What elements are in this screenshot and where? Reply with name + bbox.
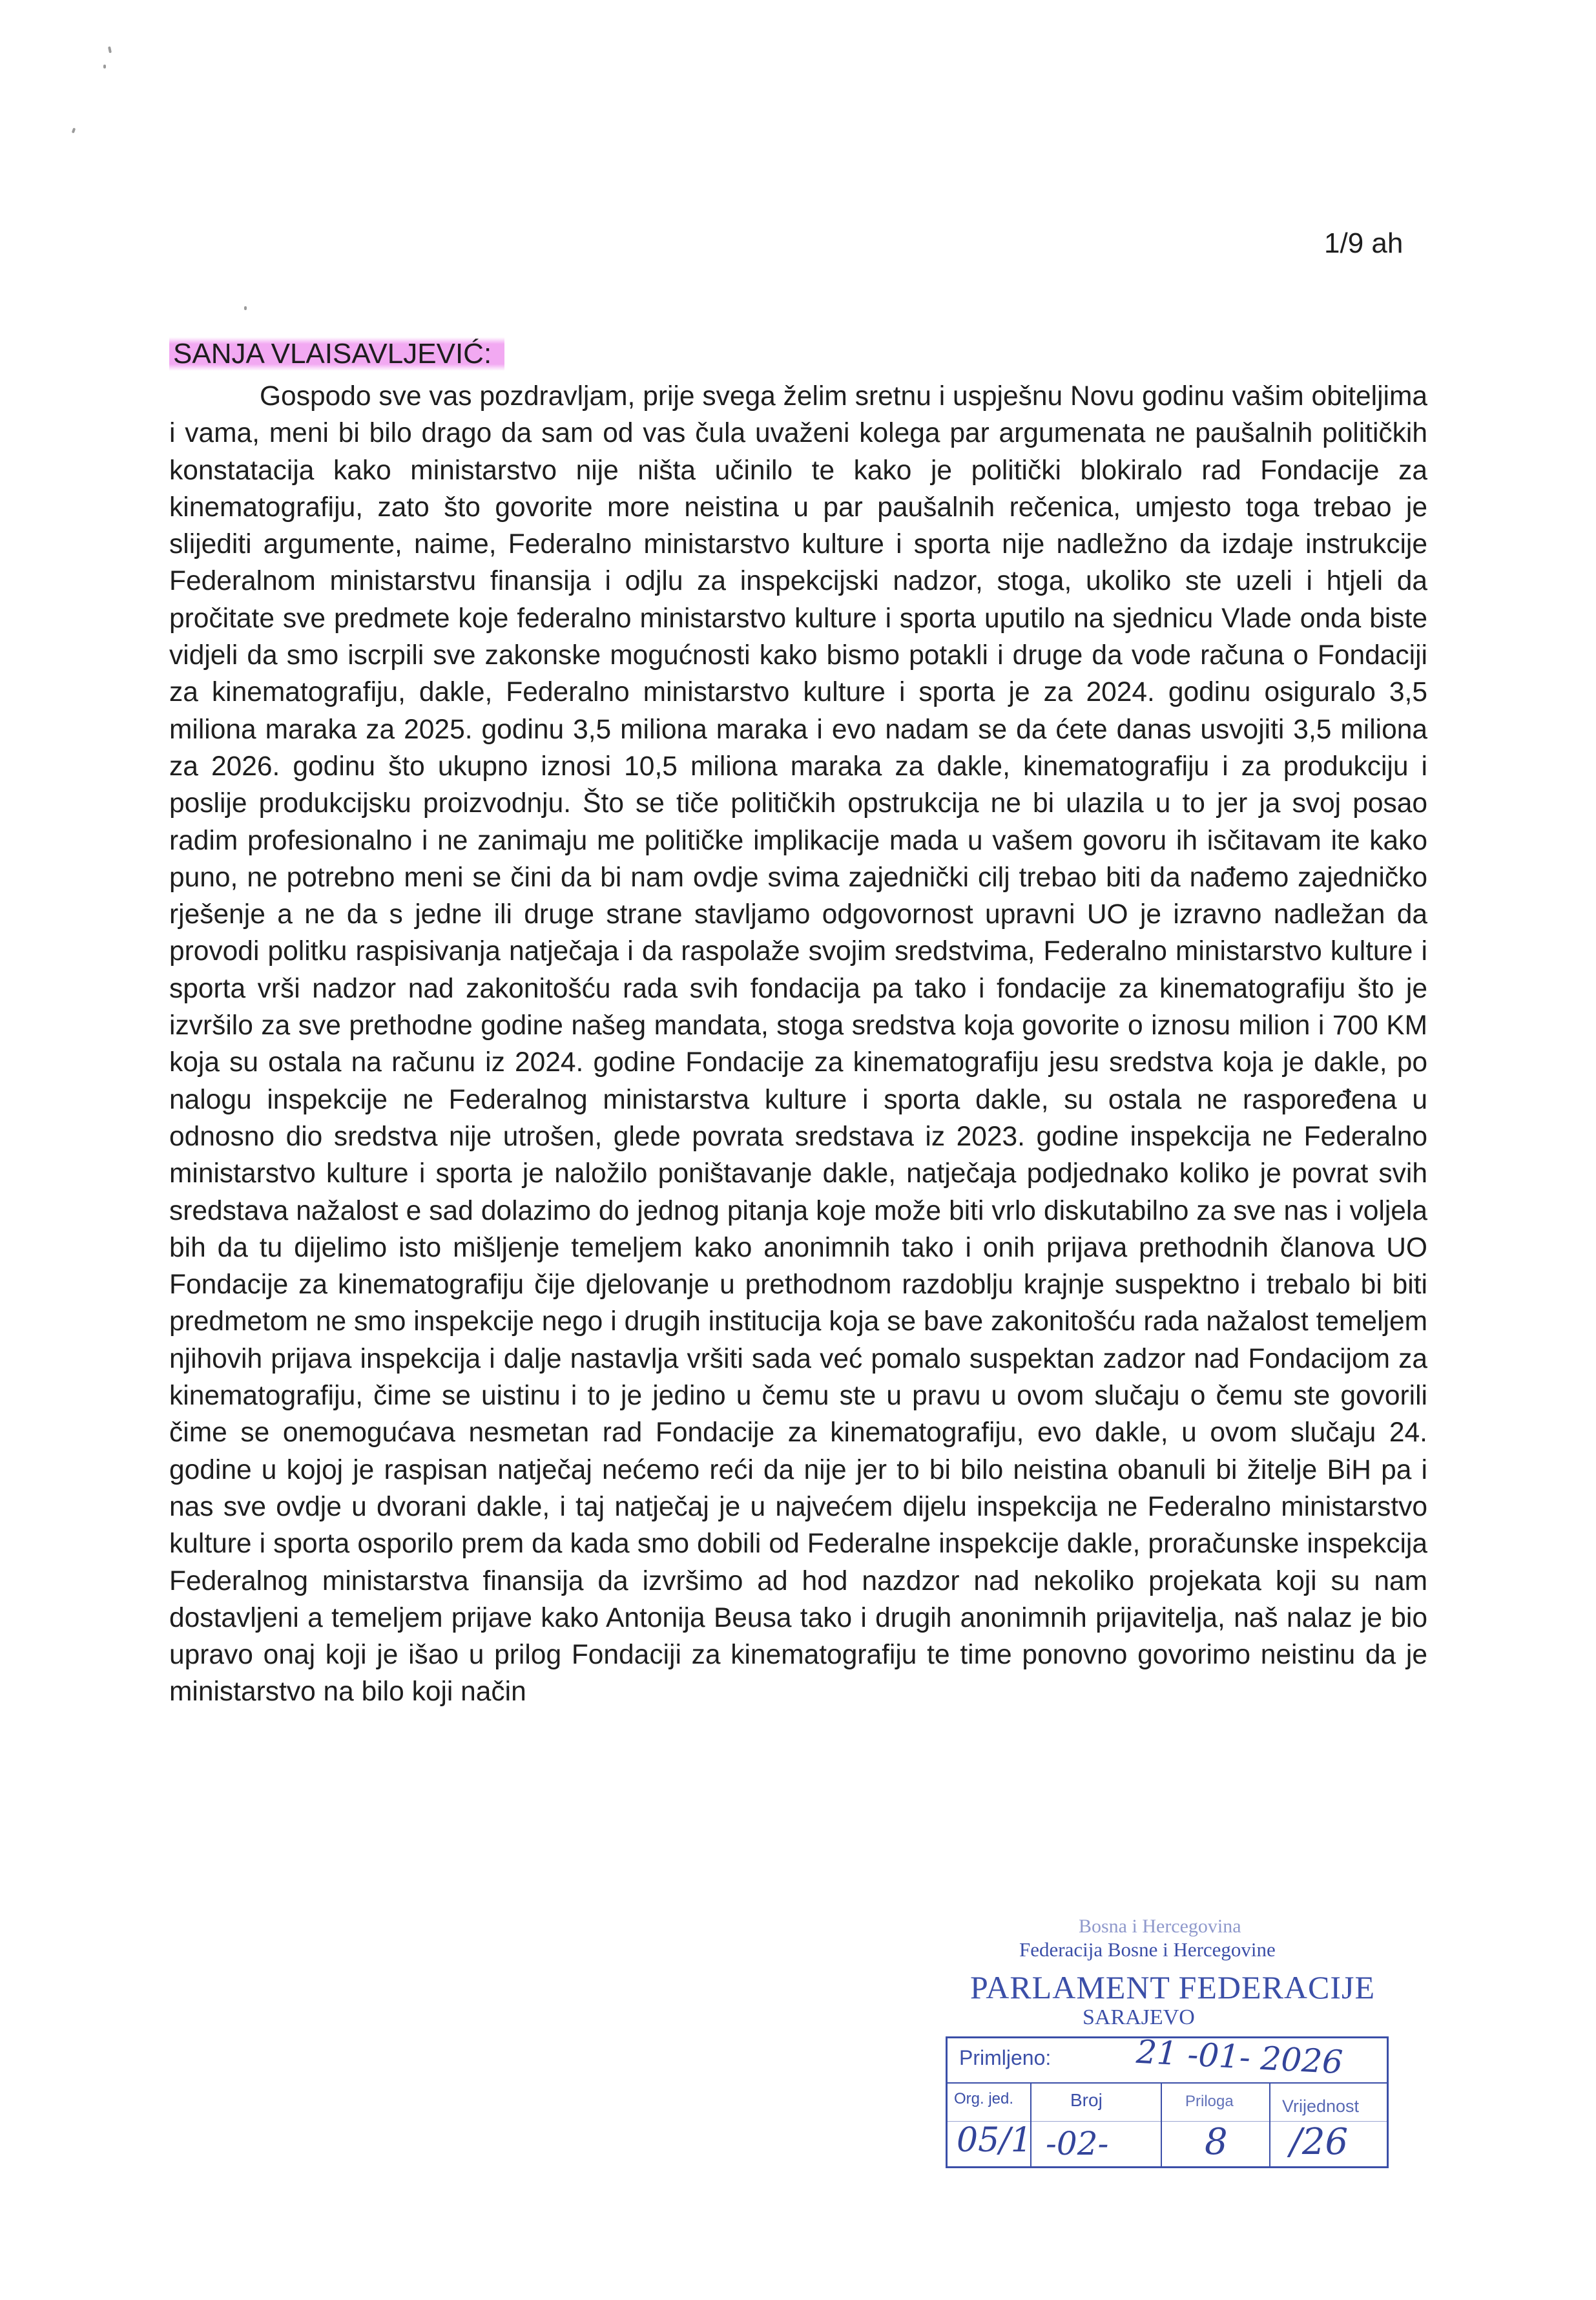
received-date: 21 -01- 2026 [1135,2033,1344,2082]
scan-speck [72,128,76,134]
stamp-federation: Federacija Bosne i Hercegovine [1019,1938,1276,1961]
transcript-body: Gospodo sve vas pozdravljam, prije svega želim sretnu i uspješnu Novu godinu vašim obiteljima i vama, meni bi bilo drago da sam od vas čula uvaženi kolega par argumenata ne paušalnih političkih konstatacija kako ministarstvo nije ništa učinilo te kako je politički blokiralo rad Fondacije za kinematografiju, zato što govorite more neistina u par paušalnih rečenica, umjesto toga trebao je slijediti argumente, naime, Federalno ministarstvo kulture i sporta nije nadležno da izdaje instrukcije Federalnom ministarstvu finansija i odjlu za inspekcijski nadzor, stoga, ukoliko ste uzeli i htjeli da pročitate sve predmete koje federalno ministarstvo kulture i sporta uputilo na sjednicu Vlade onda biste vidjeli da smo iscrpili sve zakonske mogućnosti kako bismo potakli i druge da vode računa o Fondaciji za kinematografiju, dakle, Federalno ministarstvo kulture i sporta je za 2024. godinu osiguralo 3,5 miliona maraka za 2025. godinu 3,5 miliona maraka i evo nadam se da ćete danas usvojiti 3,5 miliona za 2026. godinu što ukupno iznosi 10,5 miliona maraka za dakle, kinematografiju i za produkciju i poslije produkcijsku proizvodnju. Što se tiče političkih opstrukcija ne bi ulazila u to jer ja svoj posao radim profesionalno i ne zanimaju me političke implikacije mada u vašem govoru ih isčitavam ite kako puno, ne potrebno meni se čini da bi nam ovdje svima zajednički cilj trebao biti da nađemo zajedničko rješenje a ne da s jedne ili druge strane stavljamo odgovornost upravni UO je izravno nadležan da provodi politku raspisivanja natječaja i da raspolaže svojim sredstvima, Federalno ministarstvo kulture i sporta vrši nadzor nad zakonitošću rada svih fondacija pa tako i fondacije za kinematografiju što je izvršilo za sve prethodne godine našeg mandata, stoga sredstva koja govorite o iznosu milion i 700 KM koja su ostala na računu iz 2024. godine Fondacije za kinematografiju jesu sredstva koja je dakle, po nalogu inspekcije ne Federalnog ministarstva kulture i sporta dakle, su ostala ne raspoređena u odnosno dio sredstva nije utrošen, glede povrata sredstava iz 2023. godine inspekcija ne Federalno ministarstvo kulture i sporta je naložilo poništavanje dakle, natječaja podjednako koliko je povrat svih sredstava nažalost e sad dolazimo do jednog pitanja koje može biti vrlo diskutabilno za sve nas i voljela bih da tu dijelimo isto mišljenje temeljem kako anonimnih tako i onih prijava prethodnih članova UO Fondacije za kinematografiju čije djelovanje u prethodnom razdoblju krajnje suspektno i trebalo bi biti predmetom ne smo inspekcije nego i drugih institucija koja se bave zakonitošću rada nažalost temeljem njihovih prijava inspekcija i dalje nastavlja vršiti sada već pomalo suspektan zadzor nad Fondacijom za kinematografiju, čime se uistinu i to je jedino u čemu ste u pravu u ovom slučaju o čemu ste govorili čime se onemogućava nesmetan rad Fondacije za kinematografiju, evo dakle, u ovom slučaju 24. godine u kojoj je raspisan natječaj nećemo reći da nije jer to bi bilo neistina obanuli bi žitelje BiH pa i nas sve ovdje u dvorani dakle, i taj natječaj je u najvećem dijelu inspekcija ne Federalno ministarstvo kulture i sporta osporilo prem da kada smo dobili od Federalne inspekcije dakle, proračunske inspekcija Federalnog ministarstva finansija da izvršimo ad hod nazdzor nad nekoliko projekata koji su nam dostavljeni a temeljem prijave kako Antonija Beusa tako i drugih anonimnih prijavitelja, naš nalaz je bio upravo onaj koji je išao u prilog Fondaciji za kinematografiju te time ponovno govorimo neistinu da je ministarstvo na bilo koji način [169,381,1427,1708]
number-value: -02- [1046,2125,1109,2162]
receipt-box [946,2033,1389,2168]
stamp-institution: PARLAMENT FEDERACIJE [970,1969,1376,2005]
scan-speck [244,306,247,310]
page-reference: 1/9 ah [1324,227,1404,259]
scan-speck [103,65,106,68]
attachments-value: 8 [1205,2121,1228,2163]
receipt-column-divider [1161,2082,1162,2166]
col-number: Broj [1070,2090,1103,2110]
col-org-unit: Org. jed. [954,2090,1014,2107]
speaker-name: SANJA VLAISAVLJEVIĆ: [169,337,504,371]
col-value: Vrijednost [1282,2096,1360,2116]
stamp-country: Bosna i Hercegovina [1079,1916,1241,1937]
receipt-divider [948,2082,1387,2084]
stamp-city: SARAJEVO [1083,2005,1195,2029]
org-unit-value: 05/1 [957,2121,1032,2160]
received-label: Primljeno: [959,2046,1052,2069]
scan-speck [108,47,112,54]
value-value: /26 [1290,2121,1349,2163]
receipt-column-divider [1269,2082,1270,2166]
col-attachments: Priloga [1185,2093,1234,2110]
